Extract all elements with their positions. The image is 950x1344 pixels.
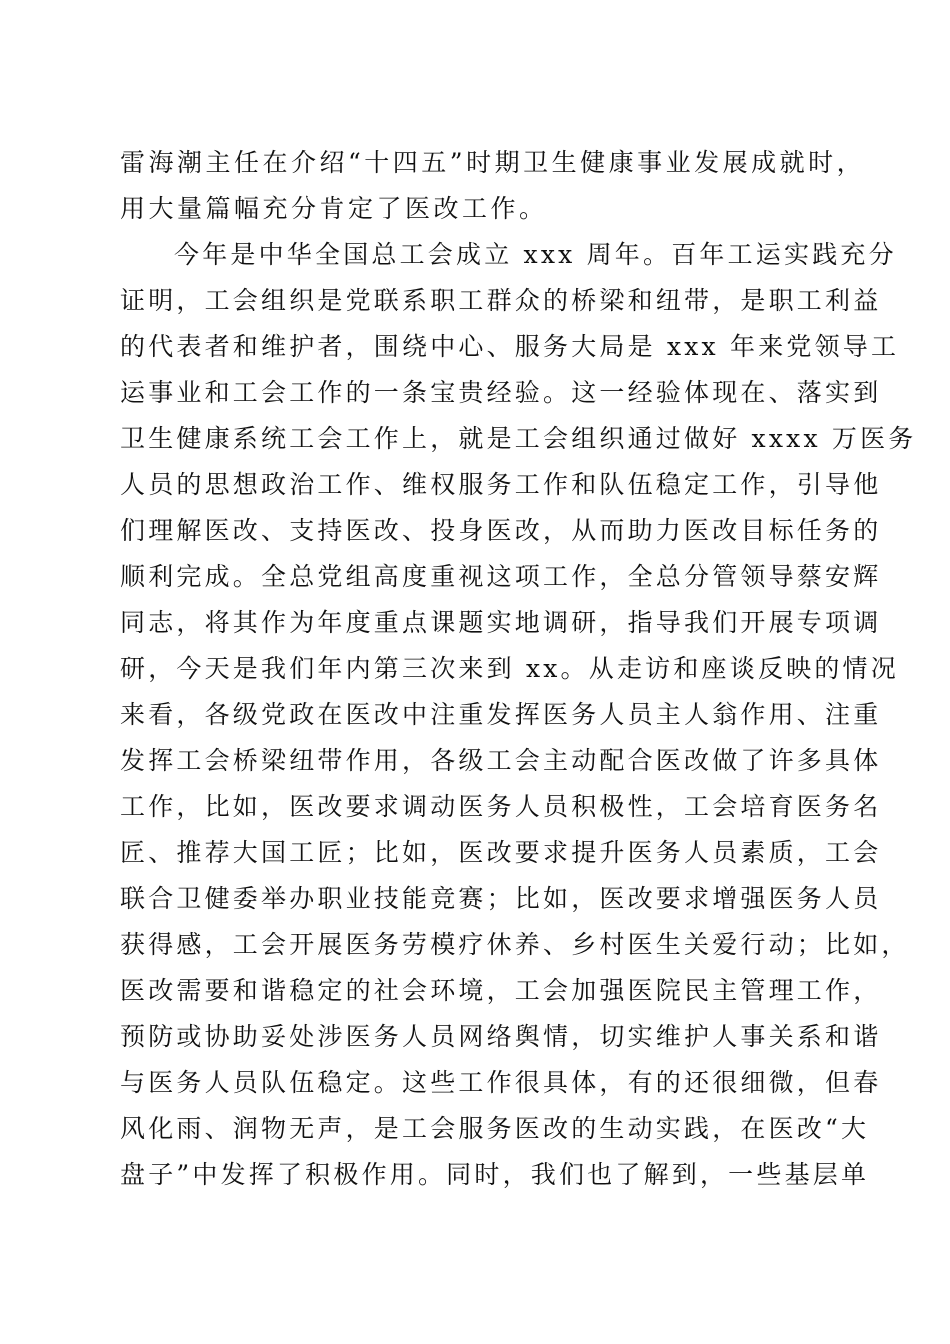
text-line: 用大量篇幅充分肯定了医改工作。 xyxy=(120,194,548,223)
text-line: 联合卫健委举办职业技能竞赛；比如，医改要求增强医务人员 xyxy=(120,884,882,913)
paragraph-first-line: 今年是中华全国总工会成立 xxx 周年。百年工运实践充分 xyxy=(174,240,897,269)
text-line: 风化雨、润物无声，是工会服务医改的生动实践，在医改“大 xyxy=(120,1114,870,1143)
text-line: 人员的思想政治工作、维权服务工作和队伍稳定工作，引导他 xyxy=(120,470,882,499)
text-line: 的代表者和维护者，围绕中心、服务大局是 xxx 年来党领导工 xyxy=(120,332,900,361)
body-text xyxy=(120,140,917,1198)
text-line: 证明，工会组织是党联系职工群众的桥梁和纽带，是职工利益 xyxy=(120,286,882,315)
text-line: 同志，将其作为年度重点课题实地调研，指导我们开展专项调 xyxy=(120,608,882,637)
text-line: 雷海潮主任在介绍“十四五”时期卫生健康事业发展成就时， xyxy=(120,148,866,177)
text-line: 盘子”中发挥了积极作用。同时，我们也了解到，一些基层单 xyxy=(120,1160,870,1189)
text-line: 匠、推荐大国工匠；比如，医改要求提升医务人员素质，工会 xyxy=(120,838,882,867)
text-line: 来看，各级党政在医改中注重发挥医务人员主人翁作用、注重 xyxy=(120,700,882,729)
text-line: 与医务人员队伍稳定。这些工作很具体，有的还很细微，但春 xyxy=(120,1068,882,1097)
text-line: 发挥工会桥梁纽带作用，各级工会主动配合医改做了许多具体 xyxy=(120,746,882,775)
text-line: 研，今天是我们年内第三次来到 xx。从走访和座谈反映的情况 xyxy=(120,654,899,683)
text-line: 医改需要和谐稳定的社会环境，工会加强医院民主管理工作， xyxy=(120,976,882,1005)
text-line: 预防或协助妥处涉医务人员网络舆情，切实维护人事关系和谐 xyxy=(120,1022,882,1051)
text-line: 运事业和工会工作的一条宝贵经验。这一经验体现在、落实到 xyxy=(120,378,882,407)
text-line: 获得感，工会开展医务劳模疗休养、乡村医生关爱行动；比如， xyxy=(120,930,910,959)
text-line: 顺利完成。全总党组高度重视这项工作，全总分管领导蔡安辉 xyxy=(120,562,882,591)
text-line: 卫生健康系统工会工作上，就是工会组织通过做好 xxxx 万医务 xyxy=(120,424,917,453)
text-line: 工作，比如，医改要求调动医务人员积极性，工会培育医务名 xyxy=(120,792,882,821)
text-line: 们理解医改、支持医改、投身医改，从而助力医改目标任务的 xyxy=(120,516,882,545)
